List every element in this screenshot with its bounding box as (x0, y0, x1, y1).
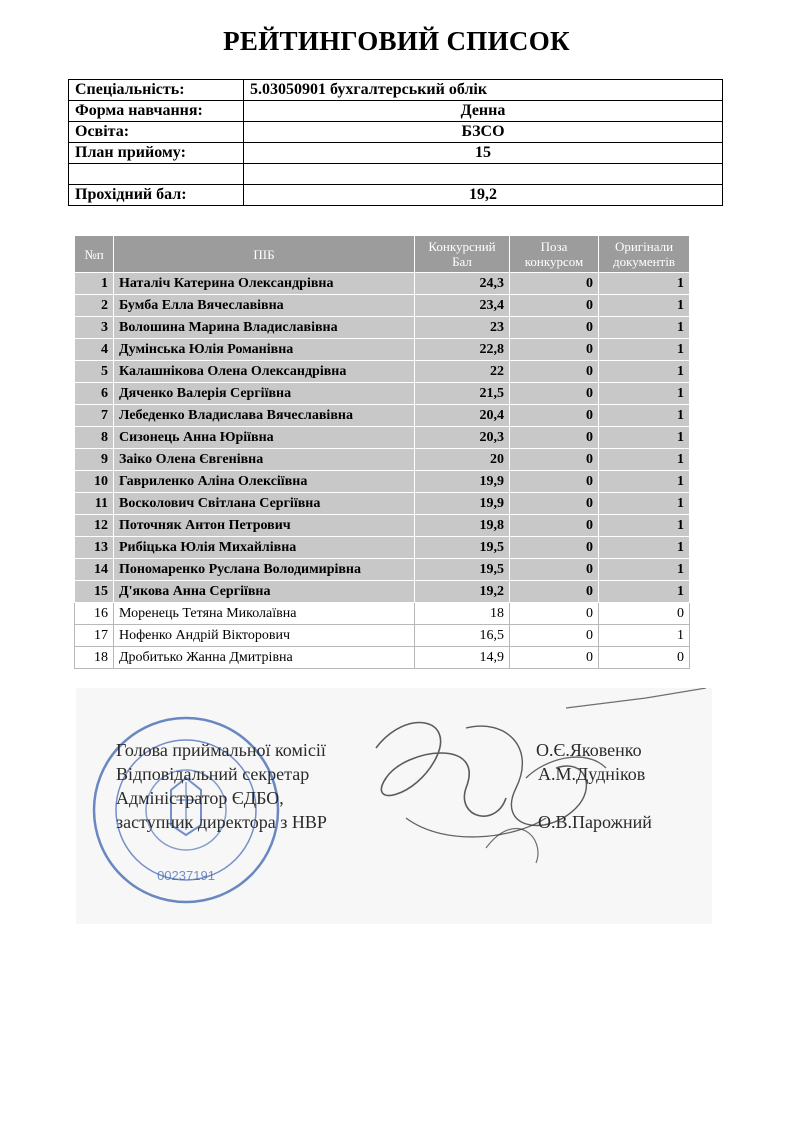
passing-value: 19,2 (244, 185, 723, 206)
sig-name-2: А.М.Дудніков (538, 764, 646, 784)
info-row-empty (69, 164, 723, 185)
sig-role-2: Відповідальний секретар (116, 764, 310, 784)
row-originals: 1 (599, 493, 690, 515)
row-score: 16,5 (415, 625, 510, 647)
passing-label: Прохідний бал: (69, 185, 244, 206)
table-row (75, 295, 690, 317)
table-row (75, 559, 690, 581)
row-name: Калашнікова Олена Олександрівна (114, 361, 415, 383)
row-originals: 1 (599, 273, 690, 295)
row-num: 11 (75, 493, 114, 515)
row-num: 17 (75, 625, 114, 647)
sig-role-4: заступник директора з НВР (116, 812, 327, 832)
row-num: 14 (75, 559, 114, 581)
row-score: 20,3 (415, 427, 510, 449)
table-row (75, 383, 690, 405)
row-score: 18 (415, 603, 510, 625)
row-out-of-competition: 0 (510, 383, 599, 405)
row-name: Дяченко Валерія Сергіївна (114, 383, 415, 405)
table-row (75, 361, 690, 383)
header-score: Конкурсний Бал (415, 236, 510, 273)
row-name: Думінська Юлія Романівна (114, 339, 415, 361)
row-out-of-competition: 0 (510, 515, 599, 537)
row-originals: 1 (599, 581, 690, 603)
row-name: Дробитько Жанна Дмитрівна (114, 647, 415, 669)
row-score: 20 (415, 449, 510, 471)
row-out-of-competition: 0 (510, 405, 599, 427)
row-score: 22,8 (415, 339, 510, 361)
table-row (75, 647, 690, 669)
info-row-passing (69, 185, 723, 206)
header-name: ПІБ (114, 236, 415, 273)
education-value: БЗСО (244, 122, 723, 143)
specialty-value: 5.03050901 бухгалтерський облік (244, 80, 723, 101)
row-score: 20,4 (415, 405, 510, 427)
row-out-of-competition: 0 (510, 537, 599, 559)
row-score: 23 (415, 317, 510, 339)
row-num: 5 (75, 361, 114, 383)
row-out-of-competition: 0 (510, 295, 599, 317)
sig-role-1: Голова приймальної комісії (116, 740, 326, 760)
row-num: 15 (75, 581, 114, 603)
row-score: 19,9 (415, 471, 510, 493)
row-score: 19,2 (415, 581, 510, 603)
row-name: Д'якова Анна Сергіївна (114, 581, 415, 603)
row-score: 23,4 (415, 295, 510, 317)
sig-name-1: О.Є.Яковенко (536, 740, 642, 760)
table-row (75, 273, 690, 295)
info-table (68, 79, 723, 206)
row-num: 6 (75, 383, 114, 405)
row-out-of-competition: 0 (510, 647, 599, 669)
table-row (75, 449, 690, 471)
rating-body (75, 273, 690, 669)
row-name: Бумба Елла Вячеславівна (114, 295, 415, 317)
row-name: Нофенко Андрій Вікторович (114, 625, 415, 647)
header-out-of-competition: Поза конкурсом (510, 236, 599, 273)
row-num: 18 (75, 647, 114, 669)
empty-value (244, 164, 723, 185)
info-row-specialty (69, 80, 723, 101)
row-out-of-competition: 0 (510, 493, 599, 515)
svg-text:00237191: 00237191 (157, 868, 215, 883)
row-out-of-competition: 0 (510, 317, 599, 339)
header-num: №п (75, 236, 114, 273)
row-name: Рибіцька Юлія Михайлівна (114, 537, 415, 559)
row-num: 10 (75, 471, 114, 493)
table-row (75, 625, 690, 647)
row-out-of-competition: 0 (510, 273, 599, 295)
signature-block (76, 688, 712, 924)
row-name: Восколович Світлана Сергіївна (114, 493, 415, 515)
row-num: 12 (75, 515, 114, 537)
form-value: Денна (244, 101, 723, 122)
table-row (75, 493, 690, 515)
row-out-of-competition: 0 (510, 559, 599, 581)
row-num: 4 (75, 339, 114, 361)
row-originals: 1 (599, 361, 690, 383)
sig-role-3: Адміністратор ЄДБО, (116, 788, 284, 808)
row-originals: 1 (599, 405, 690, 427)
page-title: РЕЙТИНГОВИЙ СПИСОК (223, 26, 570, 56)
row-num: 9 (75, 449, 114, 471)
table-row (75, 471, 690, 493)
row-score: 14,9 (415, 647, 510, 669)
row-out-of-competition: 0 (510, 427, 599, 449)
row-name: Поточняк Антон Петрович (114, 515, 415, 537)
specialty-label: Спеціальність: (69, 80, 244, 101)
row-name: Заіко Олена Євгенівна (114, 449, 415, 471)
row-originals: 1 (599, 449, 690, 471)
info-row-education (69, 122, 723, 143)
row-num: 2 (75, 295, 114, 317)
row-out-of-competition: 0 (510, 471, 599, 493)
rating-header-row (75, 236, 690, 273)
row-name: Гавриленко Аліна Олексіївна (114, 471, 415, 493)
row-out-of-competition: 0 (510, 339, 599, 361)
row-score: 22 (415, 361, 510, 383)
form-label: Форма навчання: (69, 101, 244, 122)
row-originals: 1 (599, 295, 690, 317)
table-row (75, 339, 690, 361)
row-originals: 1 (599, 471, 690, 493)
plan-value: 15 (244, 143, 723, 164)
table-row (75, 581, 690, 603)
row-originals: 1 (599, 339, 690, 361)
row-out-of-competition: 0 (510, 581, 599, 603)
row-out-of-competition: 0 (510, 625, 599, 647)
rating-table (74, 235, 690, 669)
row-out-of-competition: 0 (510, 603, 599, 625)
table-row (75, 515, 690, 537)
row-score: 19,5 (415, 537, 510, 559)
row-score: 24,3 (415, 273, 510, 295)
row-name: Моренець Тетяна Миколаївна (114, 603, 415, 625)
row-num: 7 (75, 405, 114, 427)
plan-label: План прийому: (69, 143, 244, 164)
row-originals: 1 (599, 317, 690, 339)
row-name: Наталіч Катерина Олександрівна (114, 273, 415, 295)
row-num: 3 (75, 317, 114, 339)
row-originals: 1 (599, 515, 690, 537)
row-originals: 1 (599, 383, 690, 405)
info-row-plan (69, 143, 723, 164)
education-label: Освіта: (69, 122, 244, 143)
row-score: 19,8 (415, 515, 510, 537)
row-out-of-competition: 0 (510, 449, 599, 471)
row-name: Лебеденко Владислава Вячеславівна (114, 405, 415, 427)
row-originals: 1 (599, 559, 690, 581)
row-originals: 0 (599, 647, 690, 669)
header-originals: Оригінали документів (599, 236, 690, 273)
row-originals: 1 (599, 427, 690, 449)
info-row-form (69, 101, 723, 122)
row-score: 21,5 (415, 383, 510, 405)
sig-name-4: О.В.Парожний (538, 812, 652, 832)
row-out-of-competition: 0 (510, 361, 599, 383)
row-originals: 1 (599, 537, 690, 559)
row-score: 19,5 (415, 559, 510, 581)
row-originals: 0 (599, 603, 690, 625)
empty-label (69, 164, 244, 185)
row-name: Пономаренко Руслана Володимирівна (114, 559, 415, 581)
table-row (75, 405, 690, 427)
table-row (75, 537, 690, 559)
row-score: 19,9 (415, 493, 510, 515)
table-row (75, 317, 690, 339)
row-name: Волошина Марина Владиславівна (114, 317, 415, 339)
row-num: 1 (75, 273, 114, 295)
row-num: 13 (75, 537, 114, 559)
table-row (75, 603, 690, 625)
table-row (75, 427, 690, 449)
row-num: 8 (75, 427, 114, 449)
handwritten-signature-icon (346, 688, 712, 888)
row-num: 16 (75, 603, 114, 625)
row-originals: 1 (599, 625, 690, 647)
row-name: Сизонець Анна Юріївна (114, 427, 415, 449)
